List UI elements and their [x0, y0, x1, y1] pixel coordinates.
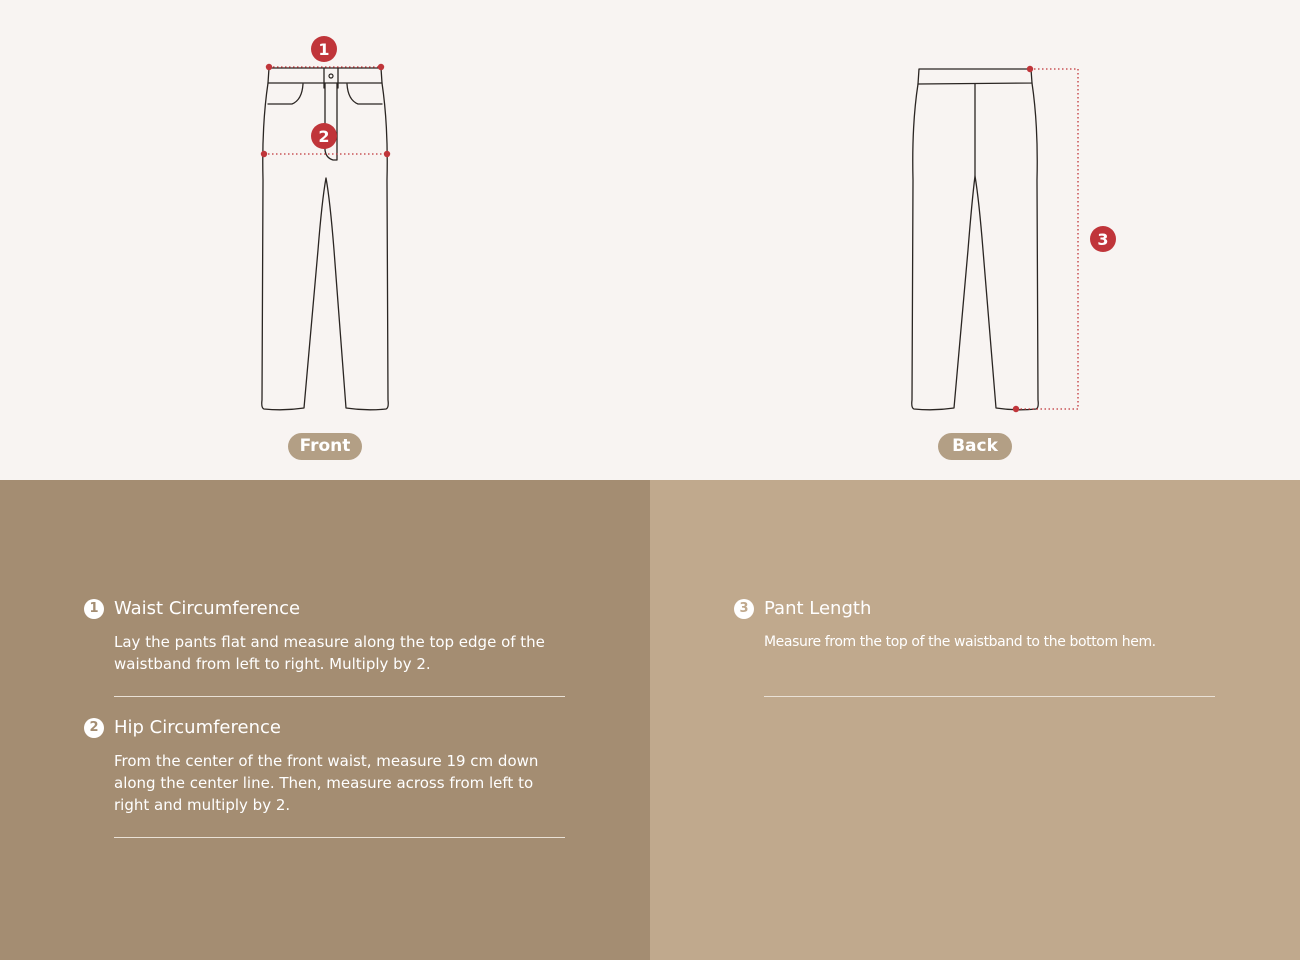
- number-badge: 3: [734, 599, 754, 619]
- item-description: From the center of the front waist, measure 19 cm down along the center line. Then, measure across from left to right and multiply by 2.: [114, 752, 539, 814]
- svg-text:2: 2: [318, 127, 330, 146]
- instructions-panel-right: [650, 480, 1300, 960]
- marker-2: [311, 123, 337, 149]
- item-description: Lay the pants flat and measure along the top edge of the waistband from left to right. Multiply by 2.: [114, 633, 545, 673]
- number-badge: 1: [84, 599, 104, 619]
- divider: [114, 696, 565, 697]
- waist-circumference-item: [84, 597, 584, 687]
- number-badge: 2: [84, 718, 104, 738]
- hip-circumference-item: [84, 716, 584, 816]
- item-title: Hip Circumference: [114, 717, 281, 738]
- pant-length-item: [734, 597, 1234, 657]
- front-label: Front: [288, 433, 362, 460]
- front-pants-diagram: [240, 30, 410, 420]
- instructions-panel-left: [0, 480, 650, 960]
- item-title: Pant Length: [764, 598, 872, 619]
- divider: [114, 837, 565, 838]
- item-title: Waist Circumference: [114, 598, 301, 619]
- svg-text:3: 3: [1097, 230, 1109, 249]
- svg-text:1: 1: [318, 40, 330, 59]
- back-pants-diagram: [890, 30, 1130, 420]
- back-label: Back: [938, 433, 1012, 460]
- marker-1: [311, 36, 337, 62]
- divider: [764, 696, 1215, 697]
- item-description: Measure from the top of the waistband to the bottom hem.: [764, 634, 1156, 650]
- marker-3: [1090, 226, 1116, 252]
